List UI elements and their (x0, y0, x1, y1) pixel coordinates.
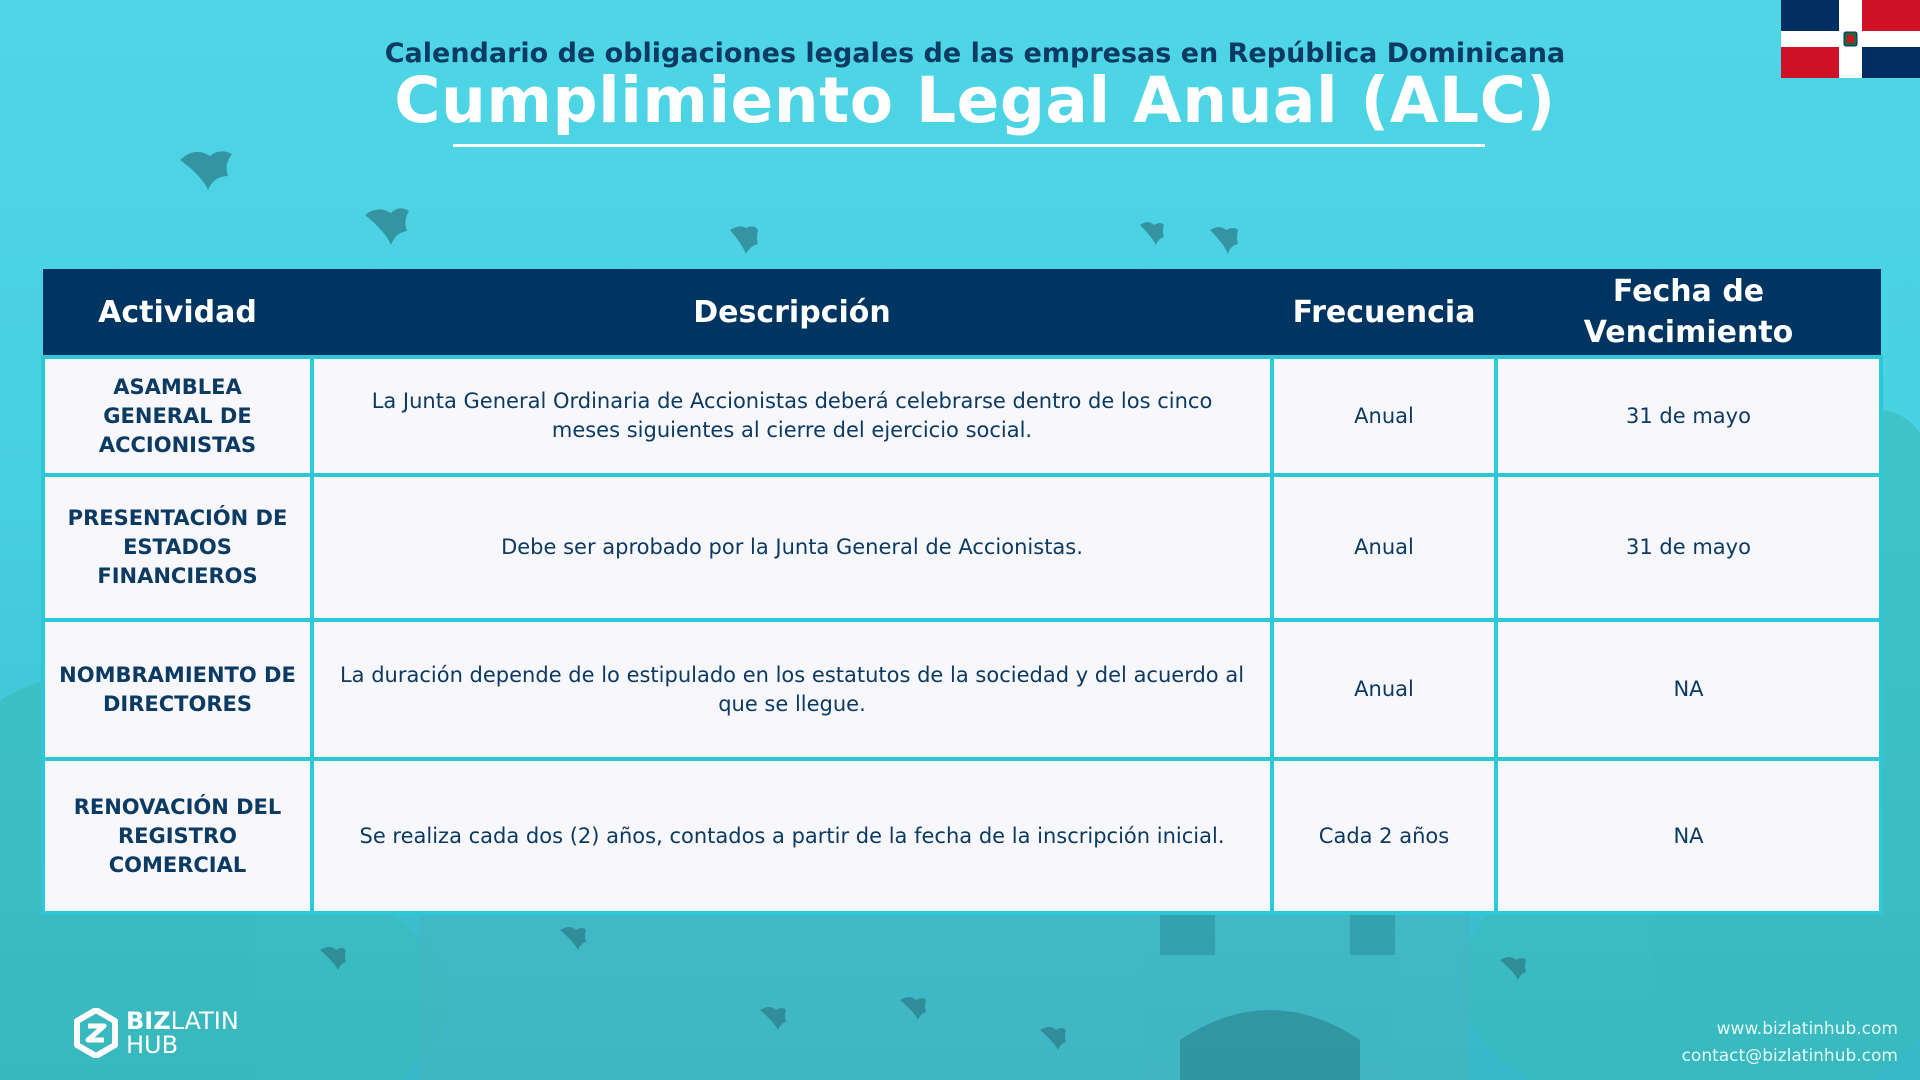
logo-text-biz: BIZ (126, 1007, 171, 1035)
cell-fecha: NA (1496, 620, 1881, 759)
page-subtitle: Calendario de obligaciones legales de las empresas en República Dominicana (384, 38, 1566, 69)
cell-actividad: PRESENTACIÓN DE ESTADOS FINANCIEROS (43, 475, 312, 620)
table-row (43, 620, 1881, 759)
cell-actividad: RENOVACIÓN DEL REGISTRO COMERCIAL (43, 759, 312, 913)
table-header-row (43, 269, 1881, 357)
cell-descripcion: Debe ser aprobado por la Junta General de Accionistas. (312, 475, 1272, 620)
cell-fecha: NA (1496, 759, 1881, 913)
cell-actividad: ASAMBLEA GENERAL DE ACCIONISTAS (43, 357, 312, 475)
cell-frecuencia: Anual (1272, 475, 1496, 620)
obligations-table (41, 269, 1879, 915)
bizlatinhub-logo[interactable] (74, 1005, 239, 1061)
cell-fecha: 31 de mayo (1496, 475, 1881, 620)
cell-frecuencia: Cada 2 años (1272, 759, 1496, 913)
email-link[interactable]: contact@bizlatinhub.com (1681, 1046, 1898, 1066)
cell-descripcion: Se realiza cada dos (2) años, contados a partir de la fecha de la inscripción inicial. (312, 759, 1272, 913)
header-fecha: Fecha de Vencimiento (1496, 269, 1881, 357)
cell-frecuencia: Anual (1272, 357, 1496, 475)
logo-text-latin: LATIN (170, 1007, 239, 1035)
table-row (43, 475, 1881, 620)
cell-descripcion: La Junta General Ordinaria de Accionistas deberá celebrarse dentro de los cinco meses siguientes al cierre del ejercicio social. (312, 357, 1272, 475)
header-frecuencia: Frecuencia (1272, 269, 1496, 357)
table-row (43, 357, 1881, 475)
page-title: Cumplimiento Legal Anual (ALC) (394, 64, 1556, 137)
cell-actividad: NOMBRAMIENTO DE DIRECTORES (43, 620, 312, 759)
contact-info (1682, 1016, 1898, 1070)
logo-text-hub: HUB (126, 1031, 179, 1059)
cell-descripcion: La duración depende de lo estipulado en los estatutos de la sociedad y del acuerdo al que se llegue. (312, 620, 1272, 759)
bizlatinhub-logo-icon (74, 1008, 118, 1058)
cell-fecha: 31 de mayo (1496, 357, 1881, 475)
header-actividad: Actividad (43, 269, 312, 357)
title-underline (453, 144, 1485, 147)
table-row (43, 759, 1881, 913)
cell-frecuencia: Anual (1272, 620, 1496, 759)
website-link[interactable]: www.bizlatinhub.com (1716, 1019, 1898, 1039)
header-descripcion: Descripción (312, 269, 1272, 357)
